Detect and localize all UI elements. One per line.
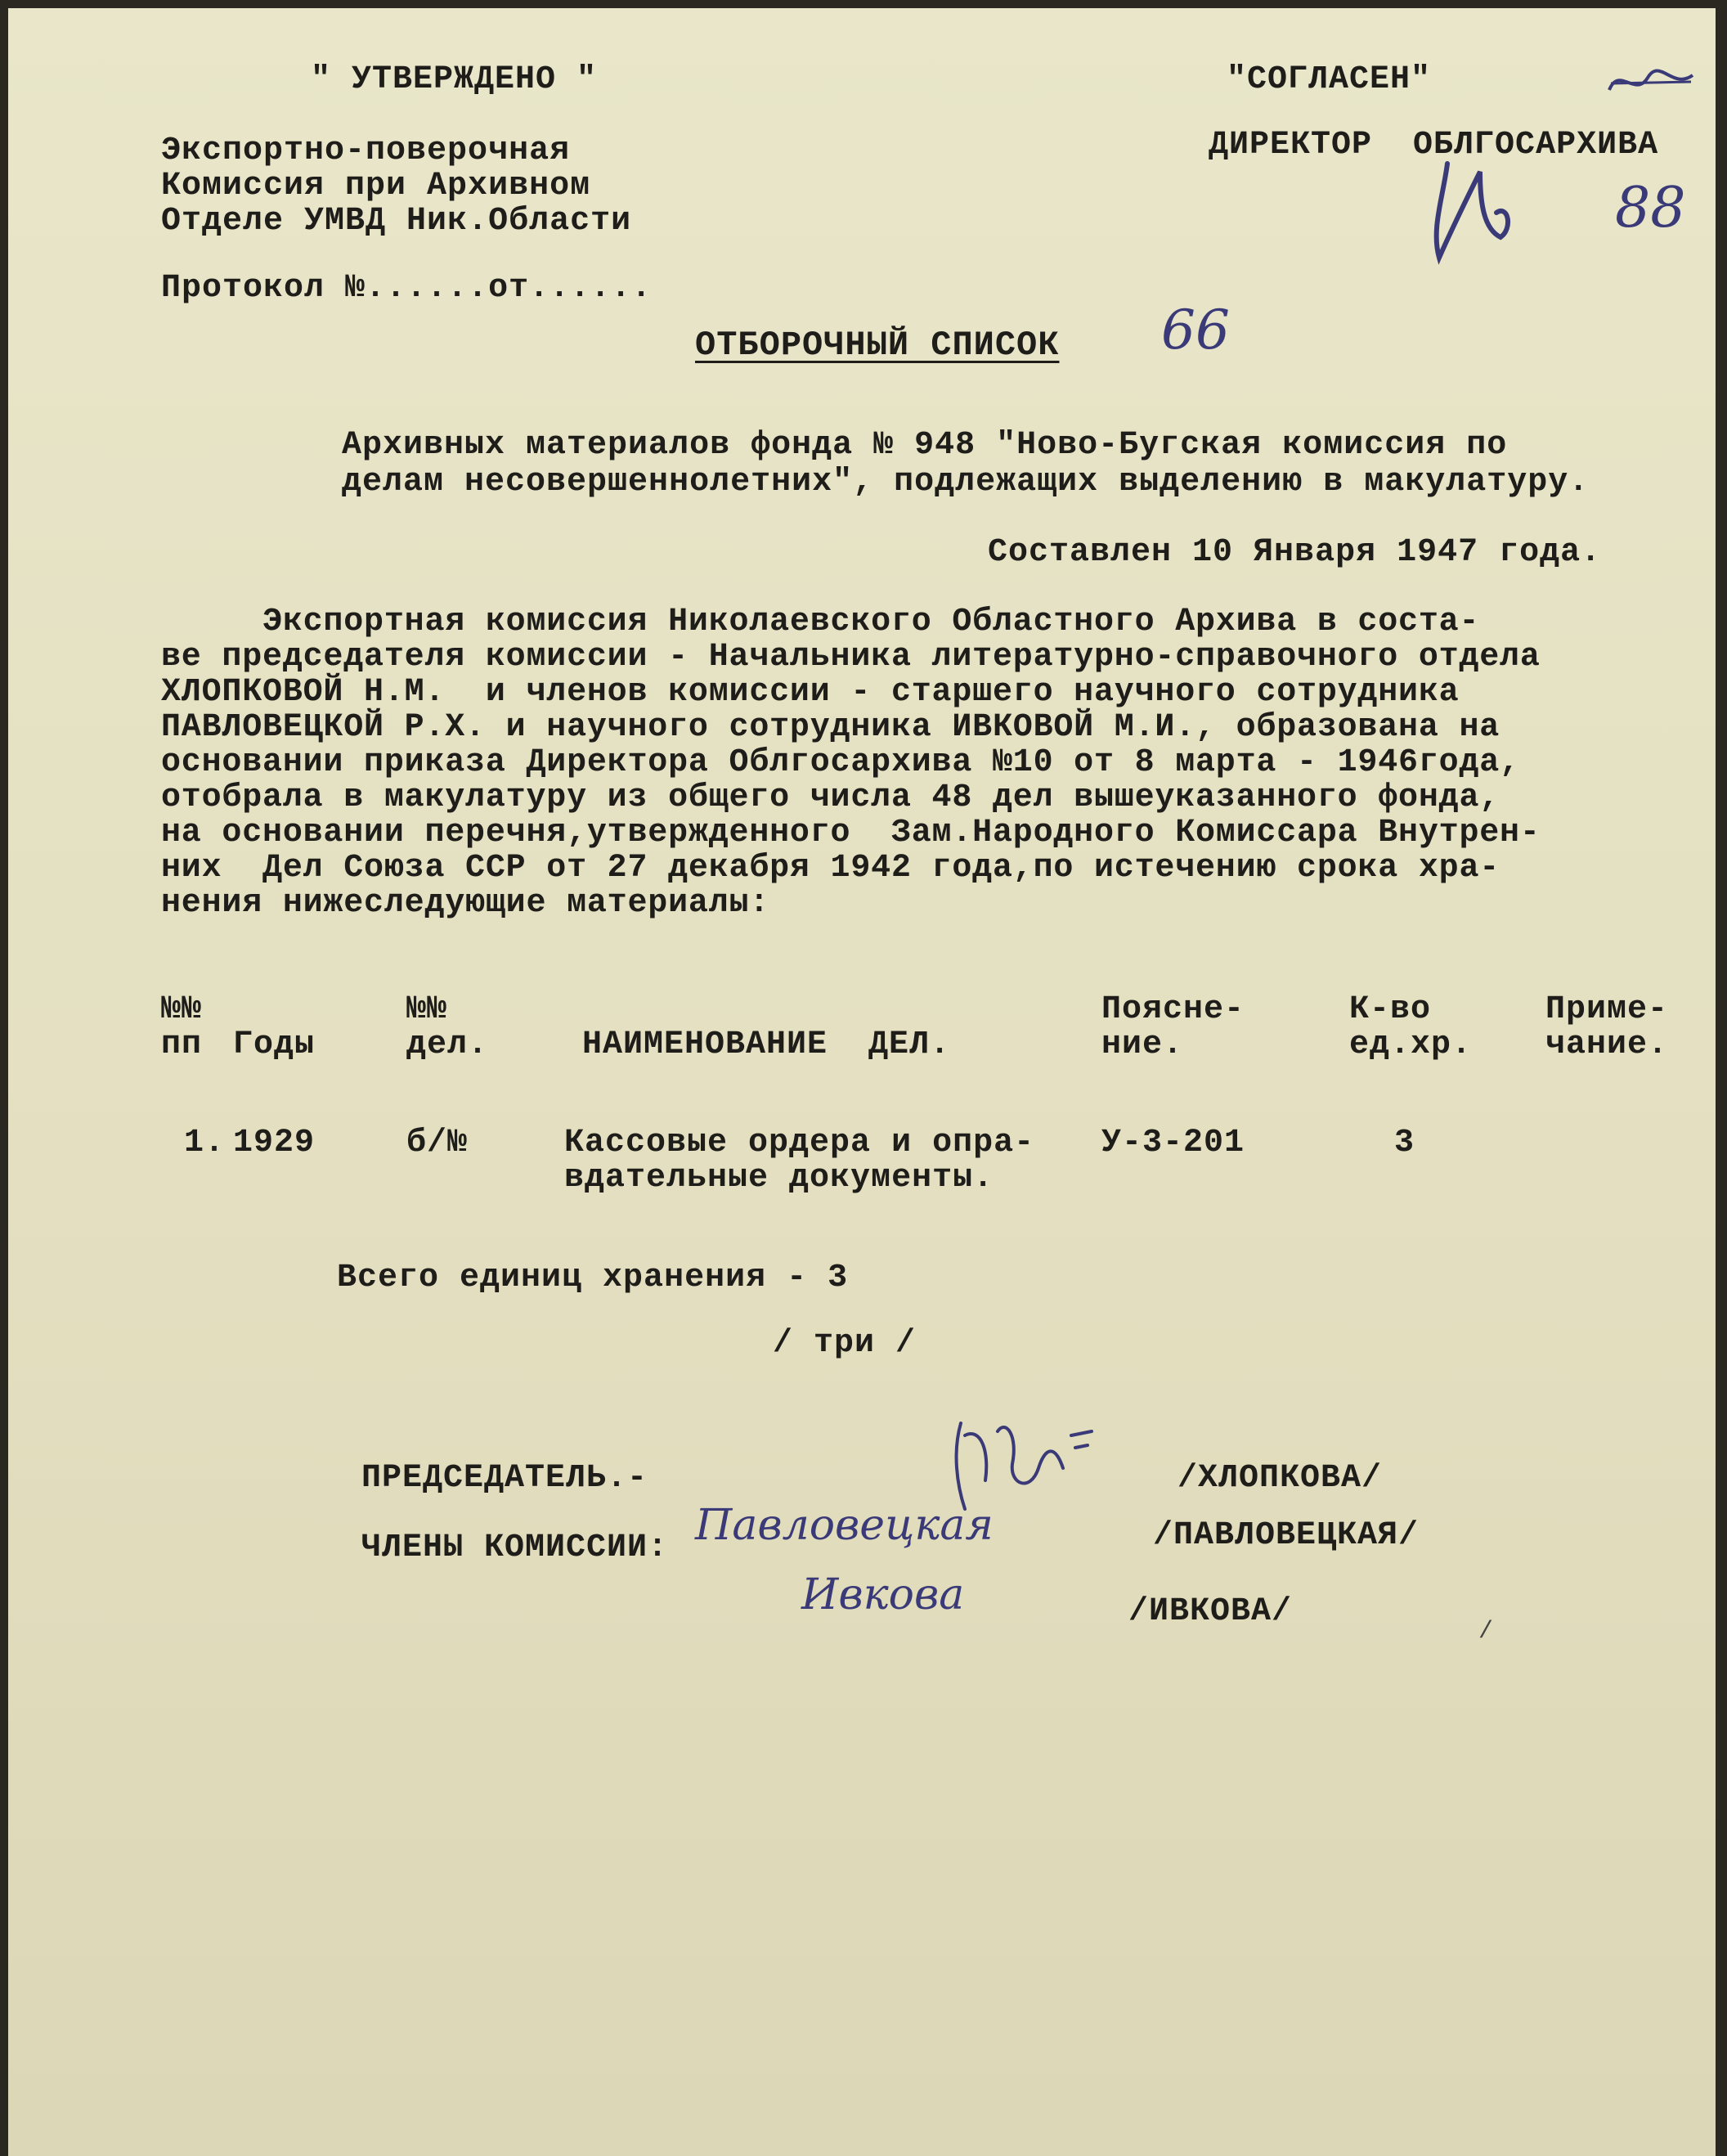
col-count-header-2: ед.хр. <box>1349 1026 1473 1063</box>
row-year: 1929 <box>233 1125 316 1161</box>
body-line-8: них Дел Союза ССР от 27 декабря 1942 года,по истечению срока хра- <box>161 850 1500 887</box>
row-name-line-2: вдательные документы. <box>564 1160 994 1197</box>
member1-handwritten-signature: Павловецкая <box>695 1501 994 1550</box>
member2-name: /ИВКОВА/ <box>1128 1593 1293 1630</box>
col-num-header-2: пп <box>161 1026 203 1063</box>
handwritten-sheet-number: 88 <box>1615 176 1686 240</box>
chairman-name: /ХЛОПКОВА/ <box>1178 1460 1383 1497</box>
subject-line-1: Архивных материалов фонда № 948 "Ново-Бугская комиссия по <box>342 427 1508 464</box>
col-case-num-header-1: №№ <box>406 991 448 1028</box>
body-line-5: основании приказа Директора Облгосархива №10 от 8 марта - 1946года, <box>161 744 1520 781</box>
body-line-1: Экспортная комиссия Николаевского Областного Архива в соста- <box>161 604 1480 640</box>
chairman-label: ПРЕДСЕДАТЕЛЬ.- <box>361 1460 648 1497</box>
col-years-header: Годы <box>233 1026 316 1063</box>
col-num-header-1: №№ <box>161 991 203 1028</box>
body-line-4: ПАВЛОВЕЦКОЙ Р.Х. и научного сотрудника ИВКОВОЙ М.И., образована на <box>161 709 1500 746</box>
col-remark-header-2: чание. <box>1545 1026 1669 1063</box>
strikeout-scribble <box>1603 57 1701 106</box>
scan-edge-right <box>1716 0 1727 2156</box>
col-note-header-1: Поясне- <box>1101 991 1245 1028</box>
body-line-9: нения нижеследующие материалы: <box>161 885 770 922</box>
col-remark-header-1: Приме- <box>1545 991 1669 1028</box>
body-line-2: ве председателя комиссии - Начальника литературно-справочного отдела <box>161 639 1541 676</box>
col-name-header: НАИМЕНОВАНИЕ ДЕЛ. <box>582 1026 951 1063</box>
col-note-header-2: ние. <box>1101 1026 1184 1063</box>
compiled-date: Составлен 10 Января 1947 года. <box>988 534 1602 571</box>
row-name-line-1: Кассовые ордера и опра- <box>564 1125 1035 1161</box>
org-line-2: Комиссия при Архивном <box>161 168 591 204</box>
members-label: ЧЛЕНЫ КОМИССИИ: <box>361 1529 669 1566</box>
col-count-header-1: К-во <box>1349 991 1432 1028</box>
total-in-words: / три / <box>773 1325 917 1362</box>
approved-heading: " УТВЕРЖДЕНО " <box>311 61 598 98</box>
document-title: ОТБОРОЧНЫЙ СПИСОК <box>695 326 1060 365</box>
body-line-3: ХЛОПКОВОЙ Н.М. и членов комиссии - старшего научного сотрудника <box>161 674 1460 711</box>
margin-mark: / <box>1478 1618 1495 1646</box>
protocol-line: Протокол №......от...... <box>161 270 653 307</box>
col-case-num-header-2: дел. <box>406 1026 489 1063</box>
row-num: 1. <box>184 1125 226 1161</box>
body-line-7: на основании перечня,утвержденного Зам.Народного Комиссара Внутрен- <box>161 815 1541 851</box>
org-line-3: Отделе УМВД Ник.Области <box>161 203 632 240</box>
row-case-num: б/№ <box>406 1125 469 1161</box>
scan-edge-left <box>0 0 8 2156</box>
handwritten-page-number: 66 <box>1161 299 1230 362</box>
subject-line-2: делам несовершеннолетних", подлежащих выделению в макулатуру. <box>342 464 1590 501</box>
member1-name: /ПАВЛОВЕЦКАЯ/ <box>1153 1517 1420 1554</box>
director-signature <box>1423 147 1537 270</box>
director-title: ДИРЕКТОР ОБЛГОСАРХИВА <box>1209 127 1659 164</box>
row-note: У-3-201 <box>1101 1125 1245 1161</box>
row-count: 3 <box>1394 1125 1415 1161</box>
total-units: Всего единиц хранения - 3 <box>337 1260 849 1296</box>
scan-edge-top <box>0 0 1727 8</box>
org-line-1: Экспортно-поверочная <box>161 133 571 169</box>
agreed-heading: "СОГЛАСЕН" <box>1227 61 1432 98</box>
member2-handwritten-signature: Ивкова <box>801 1570 965 1619</box>
body-line-6: отобрала в макулатуру из общего числа 48 дел вышеуказанного фонда, <box>161 779 1500 816</box>
